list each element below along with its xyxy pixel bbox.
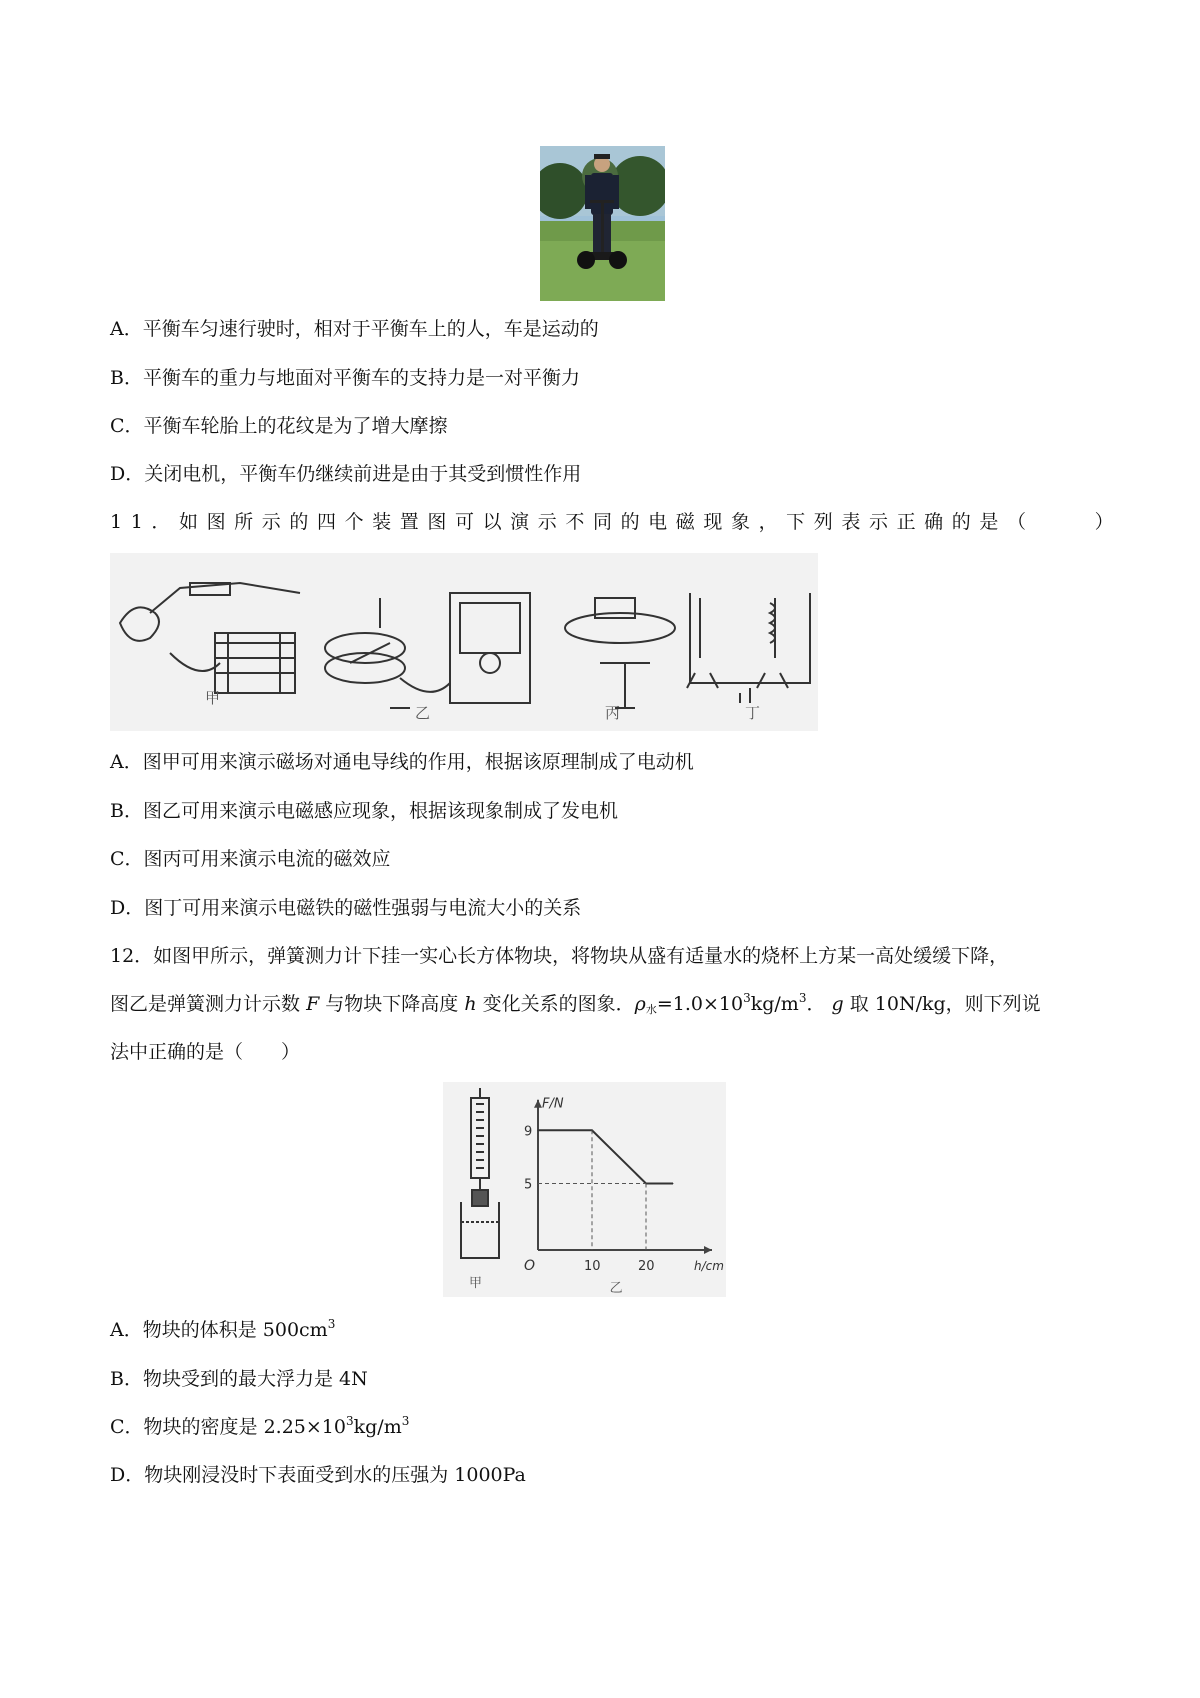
- q12-option-b: B．物块受到的最大浮力是 4N: [110, 1368, 368, 1390]
- q12-figure: [443, 1082, 726, 1297]
- q12-text-b: 与物块下降高度: [325, 993, 459, 1015]
- f-h-series-line: [538, 1130, 673, 1183]
- q12-rho: ρ: [634, 993, 646, 1015]
- q12-label-yi: 乙: [609, 1281, 623, 1296]
- q11-stem-text: 11．如图所示的四个装置图可以演示不同的电磁现象，下列表示正确的是（: [110, 511, 1035, 533]
- q10-option-c: C．平衡车轮胎上的花纹是为了增大摩擦: [110, 415, 448, 437]
- x-tick-label: 20: [638, 1259, 655, 1274]
- q11-option-a: A．图甲可用来演示磁场对通电导线的作用，根据该原理制成了电动机: [110, 751, 694, 773]
- q11-label-ding: 丁: [745, 704, 761, 722]
- q11-option-c: C．图丙可用来演示电流的磁效应: [110, 848, 391, 870]
- q12-option-c-unit: kg/m: [353, 1416, 402, 1438]
- q12-figure-drawing: [443, 1082, 726, 1297]
- q12-option-a-text: A．物块的体积是 500cm: [110, 1319, 328, 1341]
- q11-apparatus-drawing: [110, 553, 818, 731]
- q12-f-h-chart: [524, 1097, 724, 1296]
- q11-paren-close: ）: [1094, 511, 1123, 533]
- q12-stem-line2: [110, 992, 1041, 1016]
- q12-option-c-sup2: 3: [401, 1414, 410, 1428]
- q12-text-c: 变化关系的图象．: [482, 993, 635, 1015]
- q12-var-h: h: [464, 993, 477, 1015]
- q12-text-f: ．: [806, 993, 826, 1015]
- q12-text-e: kg/m: [750, 993, 799, 1015]
- q12-option-a-sup: 3: [327, 1317, 336, 1331]
- q11-label-bing: 丙: [605, 704, 621, 722]
- q12-option-d: D．物块刚浸没时下表面受到水的压强为 1000Pa: [110, 1464, 526, 1486]
- x-axis-label: h/cm: [694, 1259, 724, 1273]
- q11-option-b: B．图乙可用来演示电磁感应现象，根据该现象制成了发电机: [110, 800, 618, 822]
- q11-label-jia: 甲: [205, 689, 221, 707]
- q12-var-g: g: [831, 993, 844, 1015]
- q12-exp2: 3: [798, 991, 807, 1005]
- q10-option-a: A．平衡车匀速行驶时，相对于平衡车上的人，车是运动的: [110, 318, 599, 340]
- y-axis-label: F/N: [542, 1096, 564, 1112]
- q12-option-c-text: C．物块的密度是 2.25×10: [110, 1416, 346, 1438]
- q11-label-yi: 乙: [415, 704, 431, 722]
- y-tick-label: 9: [524, 1124, 533, 1140]
- q12-option-a: [110, 1318, 335, 1342]
- q12-exp: 3: [743, 991, 751, 1005]
- f-h-data-point: [538, 1130, 539, 1131]
- q11-option-d: D．图丁可用来演示电磁铁的磁性强弱与电流大小的关系: [110, 897, 582, 919]
- spring-scale-apparatus: [461, 1088, 499, 1258]
- f-h-data-point: [673, 1183, 674, 1184]
- q12-text-g: 取 10N/kg，则下列说: [849, 993, 1041, 1015]
- q12-var-f: F: [306, 993, 320, 1015]
- q11-stem: [110, 510, 1122, 534]
- q12-rho-sub: 水: [645, 1003, 657, 1016]
- q11-apparatus-figure: [110, 553, 818, 731]
- q12-text-d: =1.0×10: [656, 993, 744, 1015]
- q10-option-d: D．关闭电机，平衡车仍继续前进是由于其受到惯性作用: [110, 463, 582, 485]
- y-tick-label: 5: [524, 1177, 533, 1193]
- q12-text-a: 图乙是弹簧测力计示数: [110, 993, 301, 1015]
- q12-stem-line3: 法中正确的是（ ）: [110, 1041, 301, 1063]
- q12-option-c-sup: 3: [345, 1414, 354, 1428]
- balance-scooter-photo: [540, 146, 665, 301]
- origin-label: O: [524, 1258, 536, 1274]
- x-axis-arrow: [704, 1246, 712, 1254]
- q12-option-c: [110, 1415, 409, 1439]
- x-tick-label: 10: [584, 1259, 601, 1274]
- q12-label-jia: 甲: [469, 1276, 483, 1291]
- q12-stem-line1: 12．如图甲所示，弹簧测力计下挂一实心长方体物块，将物块从盛有适量水的烧杯上方某一高处缓缓下降，: [110, 945, 1009, 967]
- q10-option-b: B．平衡车的重力与地面对平衡车的支持力是一对平衡力: [110, 367, 580, 389]
- y-axis-arrow: [534, 1100, 542, 1108]
